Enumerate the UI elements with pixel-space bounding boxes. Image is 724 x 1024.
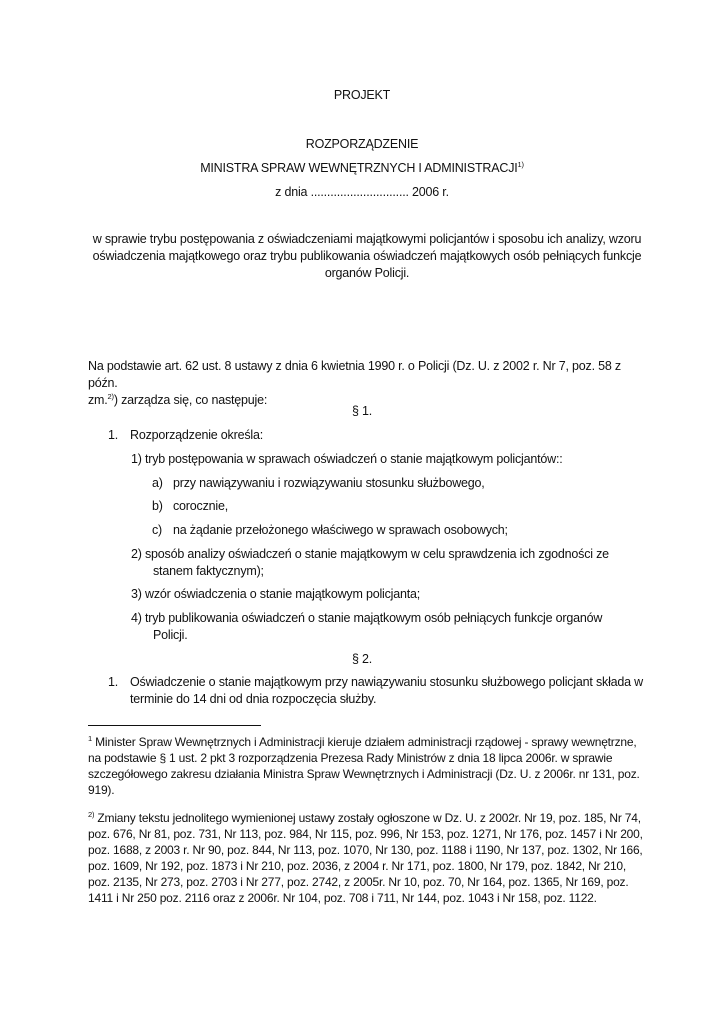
document-status: PROJEKT [333, 88, 391, 102]
footnote-2 [88, 810, 648, 906]
issuing-authority-text: MINISTRA SPRAW WEWNĘTRZNYCH I ADMINISTRACJI [200, 161, 518, 175]
footnote-separator [88, 725, 261, 726]
point-2 [131, 546, 651, 580]
item-text: Rozporządzenie określa: [130, 428, 263, 442]
footnote-ref-1: 1) [517, 159, 524, 169]
subpoint-letter: b) [152, 499, 163, 513]
preamble-text-b: zm. [88, 393, 108, 407]
subpoint-text: corocznie, [173, 499, 228, 513]
subpoint-letter: a) [152, 476, 163, 490]
footnote-ref-2: 2) [107, 391, 114, 401]
document-date: z dnia .............................. 2006 r. [275, 185, 449, 199]
point-3: 3) wzór oświadczenia o stanie majątkowym policjanta; [131, 587, 421, 601]
issuing-authority [0, 160, 724, 177]
footnote-2-mark: 2) [88, 810, 95, 819]
footnote-1-text: Minister Spraw Wewnętrznych i Administracji kieruje działem administracji rządowej - sprawy wewnętrzne, na podstawie § 1 ust. 2 pkt 3 rozporządzenia Prezesa Rady Ministrów z dnia 18 lipca 2006r. w sprawie szczegółowego zakresu działania Ministra Spraw Wewnętrznych i Administracji (Dz. U. z 2006r. nr 131, poz. 919). [88, 735, 640, 797]
point-4 [131, 610, 651, 644]
preamble-text-c: ) zarządza się, co następuje: [113, 393, 268, 407]
subpoint-letter: c) [152, 523, 163, 537]
footnote-1-mark: 1 [88, 734, 92, 743]
item-number: 1. [108, 675, 119, 689]
point-1: 1) tryb postępowania w sprawach oświadczeń o stanie majątkowym policjantów:: [131, 452, 563, 466]
footnote-2-text: Zmiany tekstu jednolitego wymienionej ustawy zostały ogłoszone w Dz. U. z 2002r. Nr 19, poz. 185, Nr 74, poz. 676, Nr 81, poz. 731, Nr 113, poz. 984, Nr 115, poz. 996, Nr 153, poz. 1271, Nr 176, poz. 1457 i Nr 200, poz. 1688, z 2003 r. Nr 90, poz. 844, Nr 113, poz. 1070, Nr 130, poz. 1188 i 1190, Nr 137, poz. 1302, Nr 166, poz. 1609, Nr 192, poz. 1873 i Nr 210, poz. 2036, z 2004 r. Nr 171, poz. 1800, Nr 179, poz. 1842, Nr 210, poz. 2135, Nr 273, poz. 2703 i Nr 277, poz. 2742, z 2005r. Nr 10, poz. 70, Nr 164, poz. 1365, Nr 169, poz. 1411 i Nr 250 poz. 2116 oraz z 2006r. Nr 104, poz. 708 i 711, Nr 144, poz. 1043 i Nr 158, poz. 1122. [88, 811, 643, 905]
preamble-text-a: Na podstawie art. 62 ust. 8 ustawy z dnia 6 kwietnia 1990 r. o Policji (Dz. U. z 2002 r. Nr 7, poz. 58 z późn. [88, 359, 621, 390]
section-1-title: § 1. [351, 404, 373, 418]
document-type: ROZPORZĄDZENIE [305, 137, 419, 151]
preamble [88, 358, 648, 409]
subpoint-text: na żądanie przełożonego właściwego w sprawach osobowych; [173, 523, 508, 537]
item-text: Oświadczenie o stanie majątkowym przy nawiązywaniu stosunku służbowego policjant składa w terminie do 14 dni od dnia rozpoczęcia służby. [130, 675, 644, 706]
document-subject: w sprawie trybu postępowania z oświadczeniami majątkowymi policjantów i sposobu ich analizy, wzoru oświadczenia majątkowego oraz trybu publikowania oświadczeń majątkowych osób pełniących funkcje organów Policji. [92, 232, 642, 280]
point-4-line-2: Policji. [153, 628, 188, 642]
item-number: 1. [108, 428, 119, 442]
subpoint-text: przy nawiązywaniu i rozwiązywaniu stosunku służbowego, [173, 476, 485, 490]
section-2-title: § 2. [351, 652, 373, 666]
footnote-1 [88, 734, 648, 798]
point-4-line-1: 4) tryb publikowania oświadczeń o stanie majątkowym osób pełniących funkcje organów [131, 611, 603, 625]
point-2-line-2: stanem faktycznym); [153, 564, 264, 578]
point-2-line-1: 2) sposób analizy oświadczeń o stanie majątkowym w celu sprawdzenia ich zgodności ze [131, 547, 609, 561]
